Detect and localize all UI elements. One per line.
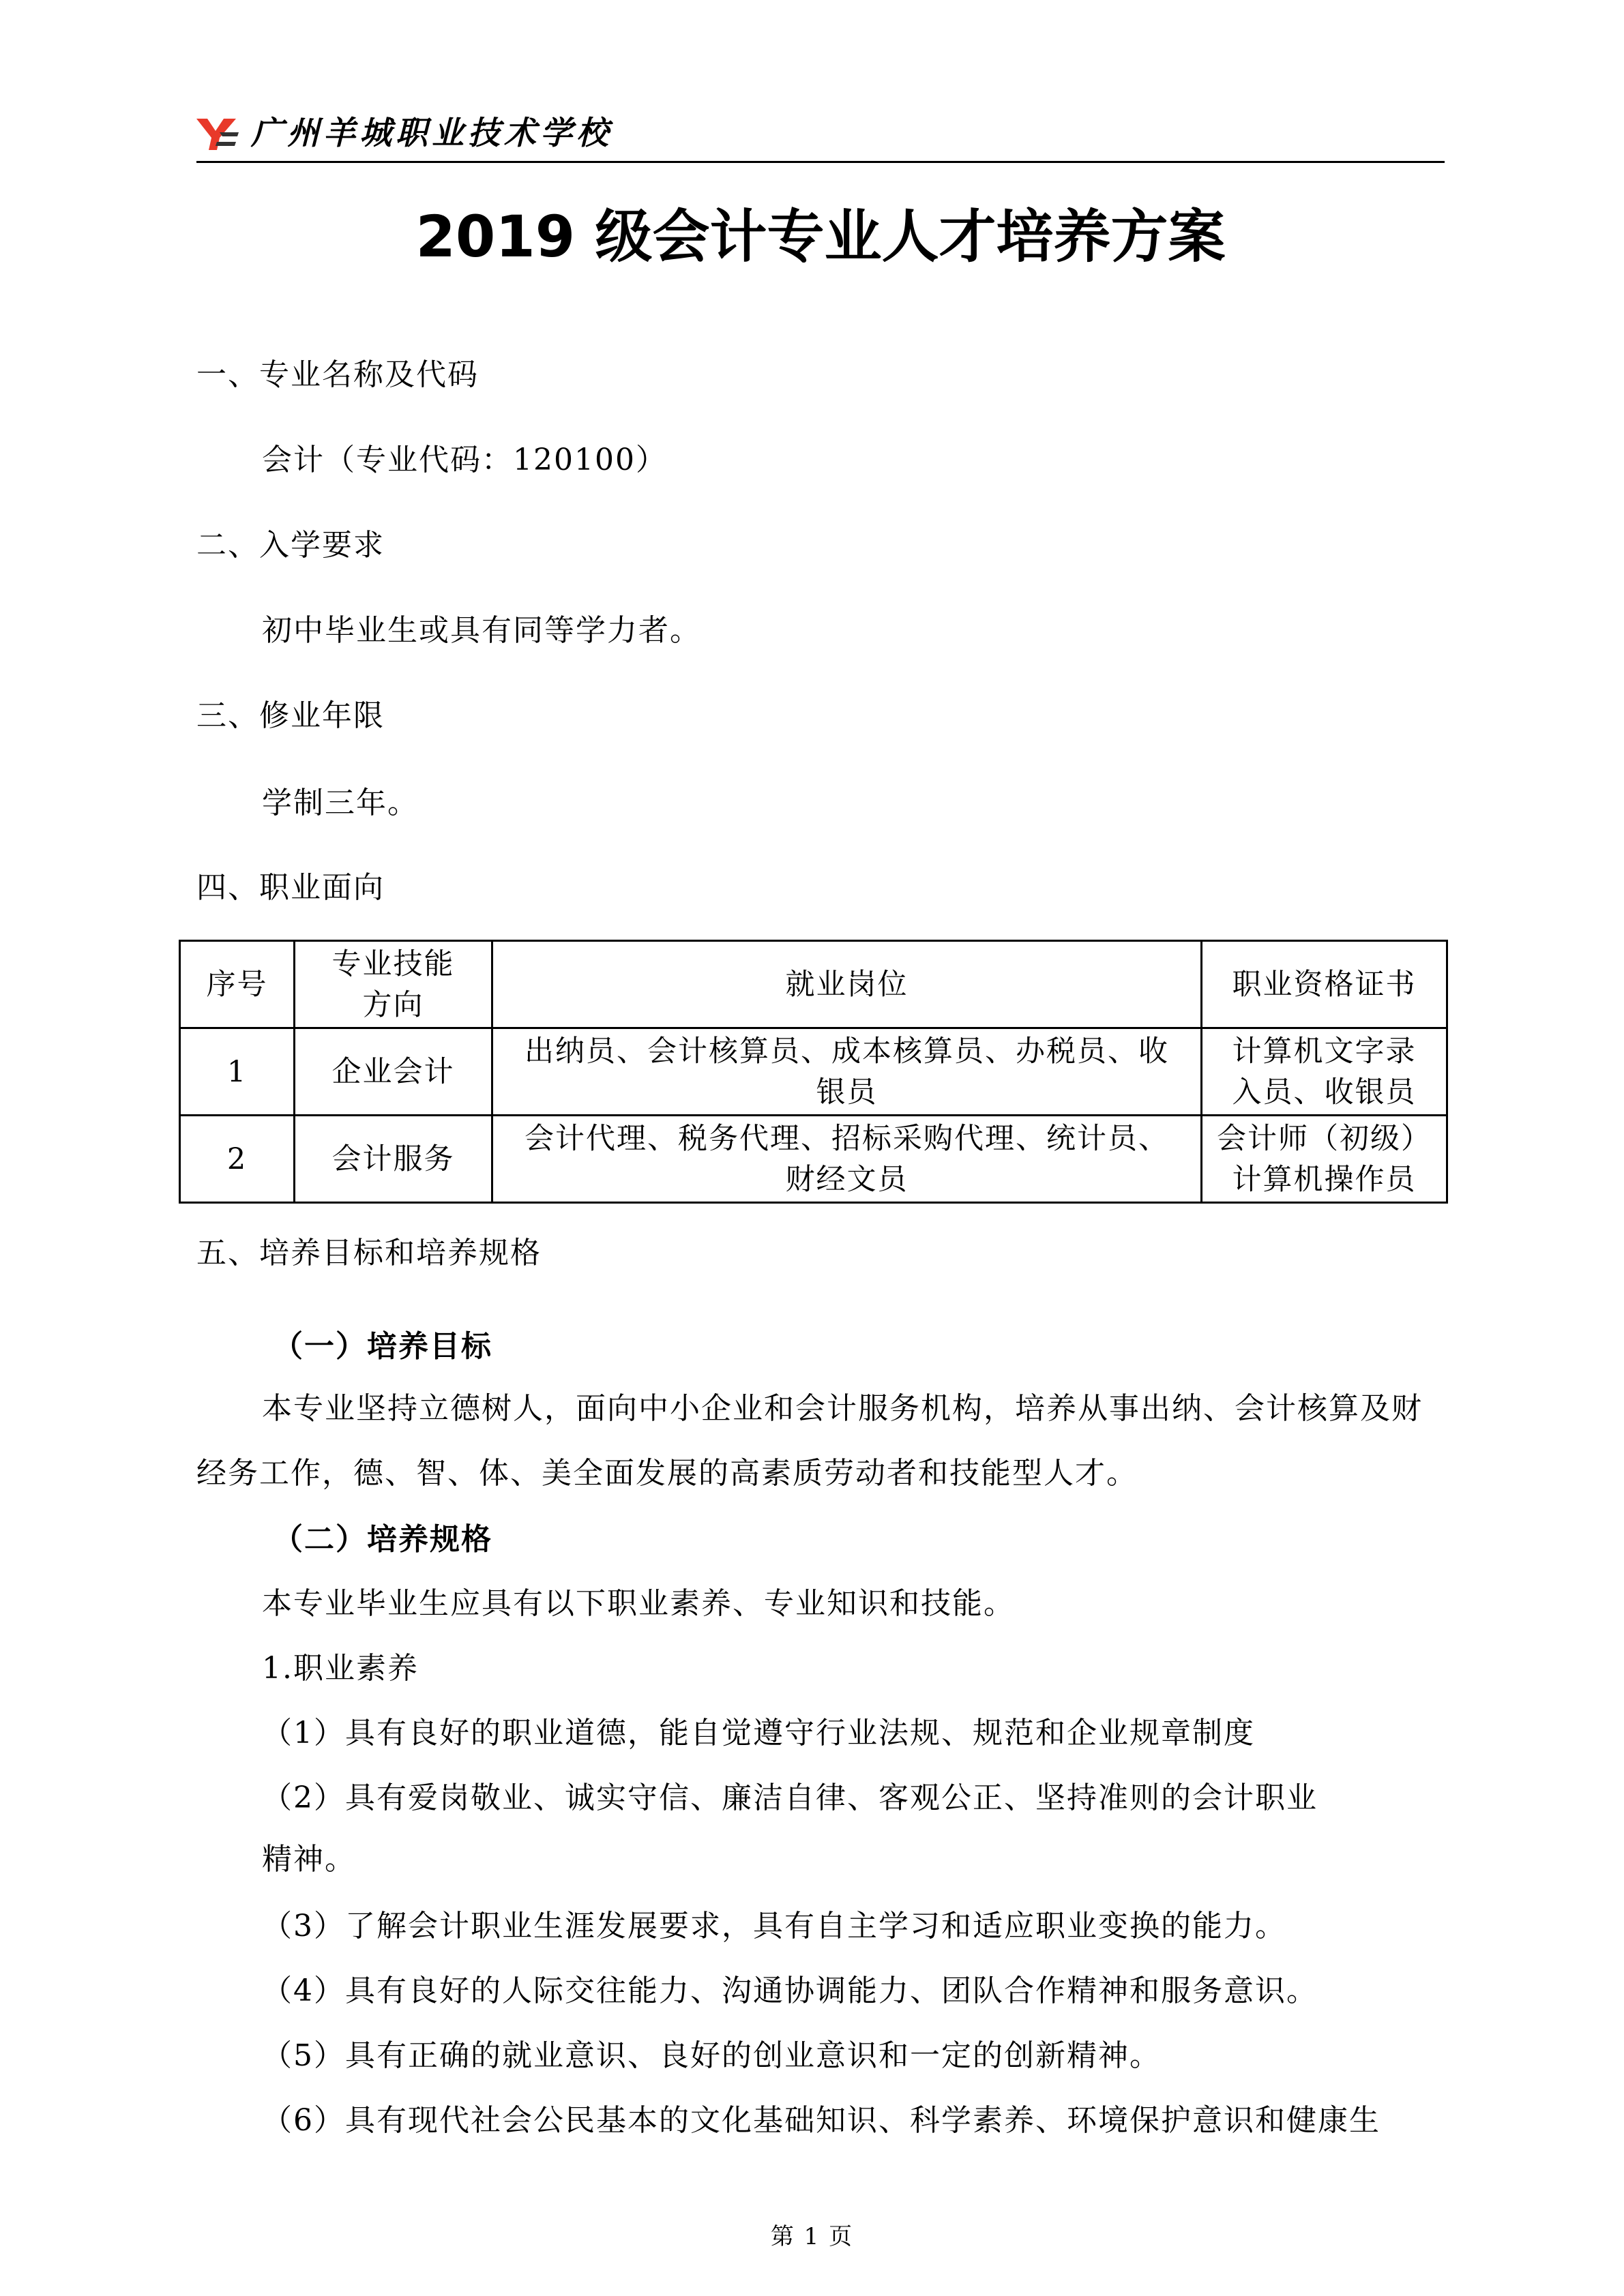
cell-cert-line-1: 会计师（初级）	[1217, 1121, 1432, 1156]
cell-no: 2	[180, 1116, 295, 1203]
header-no: 序号	[180, 941, 295, 1028]
section-heading-2: 二、入学要求	[196, 528, 385, 563]
section-body-2: 初中毕业生或具有同等学力者。	[262, 613, 701, 648]
cell-jobs-line-2: 银员	[816, 1075, 878, 1109]
cell-jobs-line-1: 出纳员、会计核算员、成本核算员、办税员、收	[525, 1034, 1169, 1069]
list-item: （2）具有爱岗敬业、诚实守信、廉洁自律、客观公正、坚持准则的会计职业	[262, 1780, 1318, 1815]
table-row	[180, 1028, 1447, 1116]
section-heading-4: 四、职业面向	[196, 870, 385, 905]
section-heading-1: 一、专业名称及代码	[196, 357, 479, 392]
list-item: （4）具有良好的人际交往能力、沟通协调能力、团队合作精神和服务意识。	[262, 1973, 1318, 2008]
cell-cert-line-1: 计算机文字录	[1232, 1034, 1417, 1069]
subheading-training-goal: （一）培养目标	[273, 1329, 492, 1364]
header-jobs: 就业岗位	[492, 941, 1202, 1028]
school-name: 广州羊城职业技术学校	[251, 115, 612, 152]
cell-cert-line-2: 计算机操作员	[1232, 1162, 1417, 1197]
list-item: （3）了解会计职业生涯发展要求，具有自主学习和适应职业变换的能力。	[262, 1909, 1286, 1943]
occupation-table	[179, 940, 1448, 1204]
table-header-row	[180, 941, 1447, 1028]
training-goal-paragraph: 本专业坚持立德树人，面向中小企业和会计服务机构，培养从事出纳、会计核算及财经务工作，德、智、体、美全面发展的高素质劳动者和技能型人才。	[196, 1391, 1423, 1491]
cell-cert-line-2: 入员、收银员	[1232, 1075, 1417, 1109]
list-item: （1）具有良好的职业道德，能自觉遵守行业法规、规范和企业规章制度	[262, 1716, 1255, 1750]
cell-jobs	[492, 1116, 1202, 1203]
header-cert: 职业资格证书	[1202, 941, 1447, 1028]
section-heading-3: 三、修业年限	[196, 698, 385, 733]
list-item: （6）具有现代社会公民基本的文化基础知识、科学素养、环境保护意识和健康生	[262, 2103, 1381, 2138]
section-body-1: 会计（专业代码：120100）	[262, 443, 667, 477]
header-direction	[295, 941, 492, 1028]
list-item: （5）具有正确的就业意识、良好的创业意识和一定的创新精神。	[262, 2038, 1161, 2073]
cell-cert	[1202, 1028, 1447, 1116]
header-direction-line-2: 方向	[362, 987, 424, 1022]
subheading-training-spec: （二）培养规格	[273, 1522, 492, 1557]
cell-no: 1	[180, 1028, 295, 1116]
cell-jobs-line-1: 会计代理、税务代理、招标采购代理、统计员、	[525, 1121, 1169, 1156]
page-header	[196, 109, 1445, 161]
header-divider	[196, 161, 1445, 163]
cell-direction: 会计服务	[295, 1116, 492, 1203]
table-row	[180, 1116, 1447, 1203]
section-body-3: 学制三年。	[262, 786, 419, 820]
cell-direction: 企业会计	[295, 1028, 492, 1116]
yc-logo-icon	[196, 115, 239, 153]
cell-jobs	[492, 1028, 1202, 1116]
cell-jobs-line-2: 财经文员	[785, 1162, 909, 1197]
cell-cert	[1202, 1116, 1447, 1203]
list-heading-professional-quality: 1.职业素养	[262, 1651, 419, 1686]
training-spec-intro: 本专业毕业生应具有以下职业素养、专业知识和技能。	[262, 1586, 1015, 1621]
document-title: 2019 级会计专业人才培养方案	[415, 203, 1226, 270]
section-heading-5: 五、培养目标和培养规格	[196, 1236, 542, 1270]
list-item-continuation: 精神。	[262, 1842, 356, 1877]
page-number: 第 1 页	[770, 2223, 854, 2250]
header-direction-line-1: 专业技能	[331, 946, 455, 981]
